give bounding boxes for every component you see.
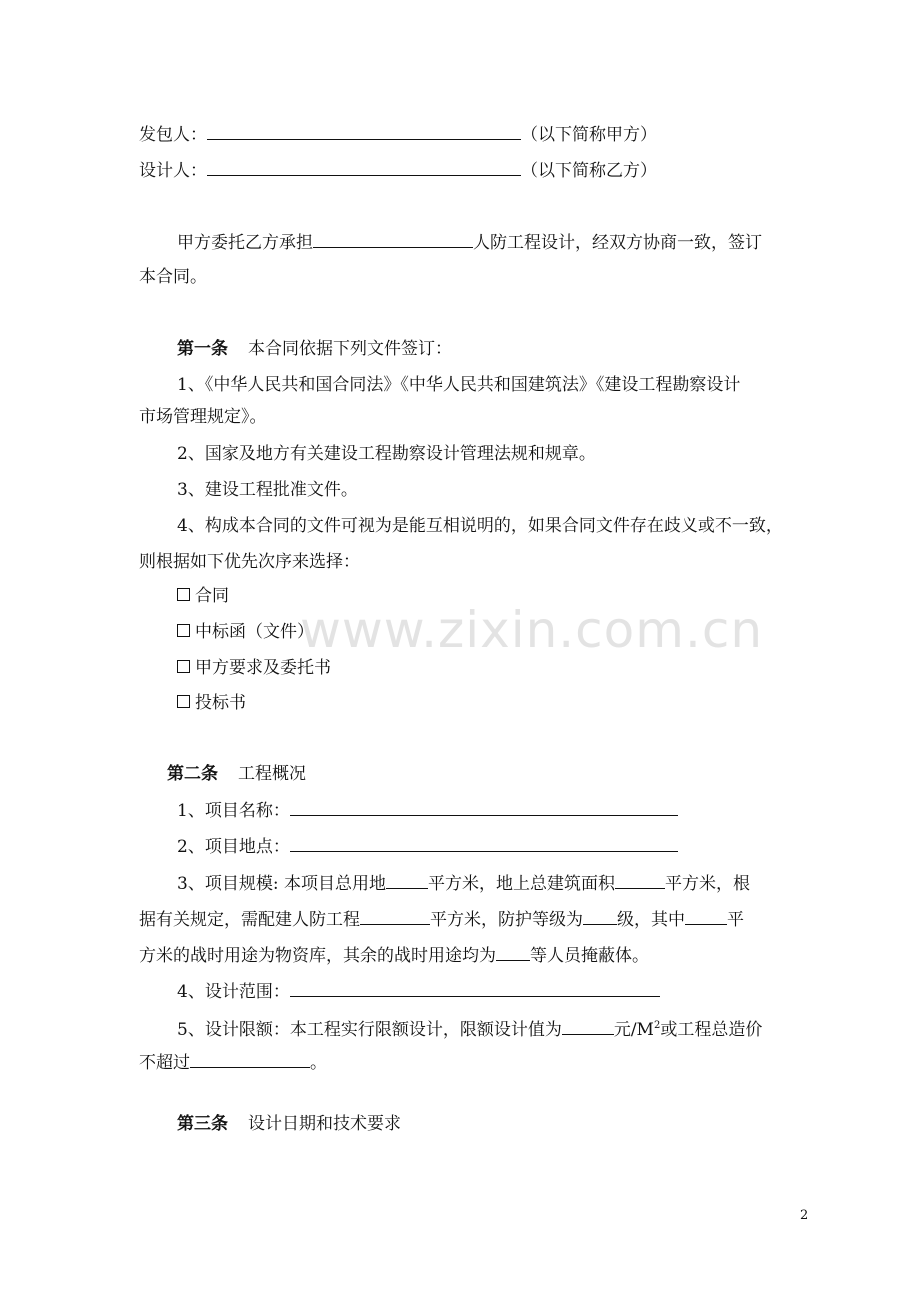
designer-note: （以下简称乙方）	[521, 161, 657, 181]
article1-item4-line1: 4、构成本合同的文件可视为是能互相说明的，如果合同文件存在歧义或不一致，	[177, 516, 783, 536]
checklist-item-tender	[177, 691, 246, 715]
scale-text: 方米的战时用途为物资库，其余的战时用途均为	[139, 946, 496, 966]
employer-label: 发包人：	[139, 125, 207, 145]
project-location-blank[interactable]	[290, 833, 678, 852]
project-scale-line2	[139, 906, 744, 930]
article1-item1-line2: 市场管理规定》。	[139, 407, 267, 427]
storage-area-blank[interactable]	[685, 906, 727, 925]
project-name-line	[177, 797, 678, 821]
checklist-item-requirements	[177, 656, 331, 680]
employer-blank[interactable]	[207, 121, 521, 140]
article1-item1-line1: 1、《中华人民共和国合同法》《中华人民共和国建筑法》《建设工程勘察设计	[177, 375, 741, 395]
limit-text: 5、设计限额：本工程实行限额设计，限额设计值为	[177, 1020, 562, 1040]
employer-note: （以下简称甲方）	[521, 125, 657, 145]
intro-text-1: 甲方委托乙方承担	[177, 233, 313, 253]
checkbox[interactable]	[177, 695, 190, 708]
article2-heading: 第二条	[167, 764, 218, 784]
design-scope-line	[177, 978, 660, 1002]
scale-text: 等人员掩蔽体。	[530, 946, 649, 966]
limit-value-blank[interactable]	[562, 1016, 614, 1035]
article1-item2: 2、国家及地方有关建设工程勘察设计管理法规和规章。	[177, 444, 596, 464]
civil-defense-area-blank[interactable]	[360, 906, 430, 925]
scale-text: 平	[727, 910, 744, 930]
article1-item4-line2: 则根据如下优先次序来选择：	[139, 552, 360, 572]
intro-line-2: 本合同。	[139, 267, 207, 287]
scale-text: 平方米，地上总建筑面积	[427, 874, 615, 894]
scale-text: 平方米，防护等级为	[430, 910, 583, 930]
checklist-item-contract	[177, 584, 229, 608]
project-blank[interactable]	[313, 229, 473, 248]
article1-heading: 第一条	[177, 339, 228, 359]
checklist-label: 合同	[195, 586, 229, 606]
scale-text: 据有关规定，需配建人防工程	[139, 910, 360, 930]
design-scope-blank[interactable]	[290, 978, 660, 997]
limit-text: 不超过	[139, 1053, 190, 1073]
article1-title: 本合同依据下列文件签订：	[248, 339, 452, 359]
limit-unit: 元/M	[613, 1020, 654, 1040]
article1-item3: 3、建设工程批准文件。	[177, 480, 358, 500]
watermark: www.zixin.com.cn	[300, 601, 764, 659]
project-location-line	[177, 833, 678, 857]
checkbox[interactable]	[177, 624, 190, 637]
limit-text: 或工程总造价	[660, 1020, 763, 1040]
project-scale-line3	[139, 942, 649, 966]
article2-heading-line	[167, 762, 306, 786]
checklist-label: 甲方要求及委托书	[195, 658, 331, 678]
designer-line	[139, 157, 657, 181]
design-limit-line2	[139, 1049, 327, 1073]
checkbox[interactable]	[177, 588, 190, 601]
checklist-label: 中标函（文件）	[195, 622, 314, 642]
shelter-class-blank[interactable]	[496, 942, 530, 961]
intro-text-2: 人防工程设计，经双方协商一致，签订	[473, 233, 762, 253]
article1-heading-line	[177, 337, 452, 361]
designer-label: 设计人：	[139, 161, 207, 181]
article2-title: 工程概况	[238, 764, 306, 784]
article3-heading-line	[177, 1112, 401, 1136]
page-number: 2	[800, 1208, 809, 1223]
design-limit-line1	[177, 1014, 762, 1038]
protection-level-blank[interactable]	[583, 906, 617, 925]
total-cost-blank[interactable]	[190, 1049, 310, 1068]
intro-line-1	[177, 229, 762, 253]
project-name-blank[interactable]	[290, 797, 678, 816]
article3-title: 设计日期和技术要求	[248, 1114, 401, 1134]
floor-area-blank[interactable]	[615, 870, 665, 889]
design-scope-label: 4、设计范围：	[177, 982, 290, 1002]
limit-text: 。	[310, 1053, 327, 1073]
scale-text: 级，其中	[617, 910, 685, 930]
project-name-label: 1、项目名称：	[177, 801, 290, 821]
limit-unit-superscript: 2	[653, 1020, 661, 1031]
checkbox[interactable]	[177, 660, 190, 673]
employer-line	[139, 121, 657, 145]
checklist-item-award-letter	[177, 620, 314, 644]
project-location-label: 2、项目地点：	[177, 837, 290, 857]
article3-heading: 第三条	[177, 1114, 228, 1134]
scale-text: 3、项目规模: 本项目总用地	[177, 874, 386, 894]
designer-blank[interactable]	[207, 157, 521, 176]
land-area-blank[interactable]	[386, 870, 428, 889]
checklist-label: 投标书	[195, 693, 246, 713]
project-scale-line1	[177, 870, 750, 894]
scale-text: 平方米，根	[664, 874, 750, 894]
